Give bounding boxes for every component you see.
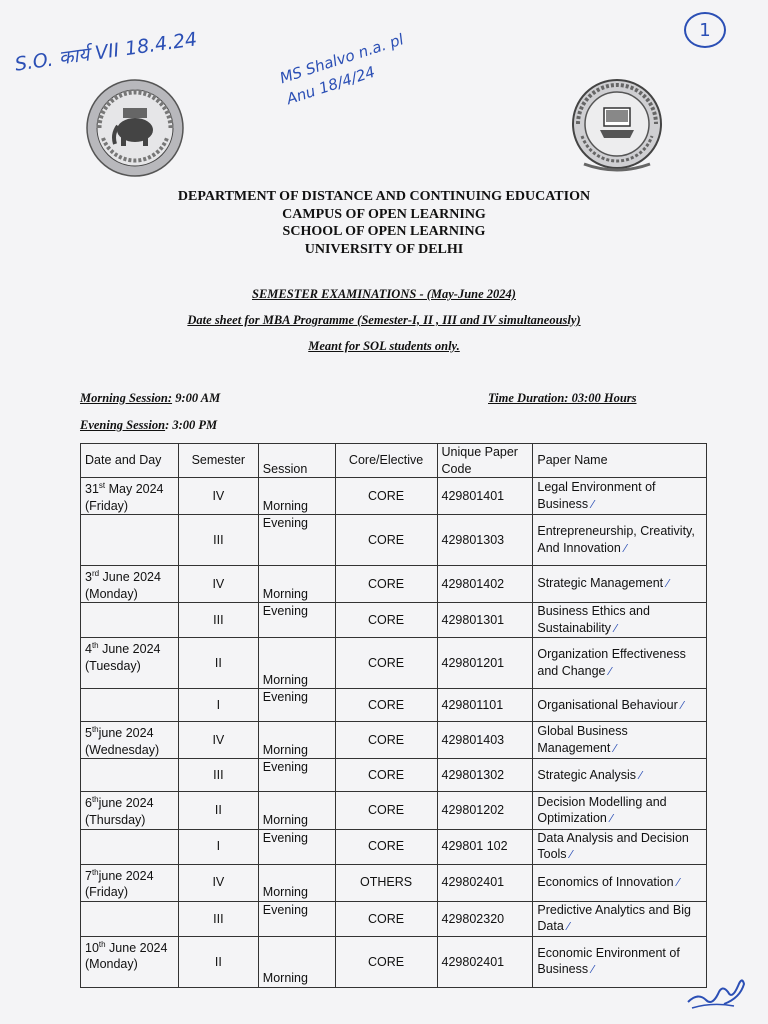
date-day: 31 (85, 482, 99, 497)
cell-session: Morning (258, 638, 335, 689)
check-mark-icon: ⁄ (588, 963, 594, 977)
cell-paper-code: 429801403 (437, 722, 533, 759)
cell-core-elective: CORE (335, 759, 437, 792)
cell-session: Morning (258, 864, 335, 901)
cell-core-elective: OTHERS (335, 864, 437, 901)
check-mark-icon: ⁄ (677, 698, 684, 712)
cell-semester: IV (178, 478, 258, 515)
signature-icon (684, 966, 748, 1014)
cell-core-elective: CORE (335, 936, 437, 987)
cell-date (81, 792, 179, 829)
cell-date (81, 515, 179, 566)
paper-name: Strategic Analysis (537, 767, 637, 782)
header-semester: Semester (178, 444, 258, 478)
paper-name: Data Analysis and Decision Tools (537, 830, 689, 862)
cell-paper-name (533, 936, 707, 987)
cell-semester: III (178, 515, 258, 566)
table-row (81, 689, 707, 722)
date-suffix: th (91, 867, 99, 877)
time-duration: Time Duration: 03:00 Hours (488, 391, 637, 405)
check-mark-icon: ⁄ (620, 541, 627, 555)
cell-paper-name (533, 478, 707, 515)
check-mark-icon: ⁄ (605, 664, 611, 678)
programme-title: Date sheet for MBA Programme (Semester-I, II , III and IV simultaneously) (187, 313, 581, 327)
date-rest: June 2024 (Monday) (85, 940, 168, 972)
paper-name: Organization Effectiveness and Change (537, 647, 686, 678)
cell-semester: III (178, 603, 258, 638)
cell-core-elective: CORE (335, 829, 437, 864)
morning-session (80, 391, 220, 406)
cell-semester: IV (178, 566, 258, 603)
date-suffix: th (91, 725, 99, 735)
check-mark-icon: ⁄ (566, 848, 572, 862)
cell-paper-code: 429801201 (437, 638, 533, 689)
check-mark-icon: ⁄ (611, 621, 617, 635)
evening-session-label: Evening Session (80, 418, 166, 432)
header-session: Session (258, 444, 335, 478)
cell-paper-code: 429802320 (437, 901, 533, 936)
cell-semester: I (178, 829, 258, 864)
date-rest: june 2024 (Friday) (85, 868, 154, 900)
cell-date (81, 722, 179, 759)
cell-date (81, 901, 179, 936)
cell-core-elective: CORE (335, 603, 437, 638)
table-row (81, 722, 707, 759)
cell-paper-name (533, 759, 707, 792)
cell-date (81, 566, 179, 603)
cell-semester: II (178, 936, 258, 987)
evening-session-time: : 3:00 PM (165, 418, 218, 432)
paper-name: Decision Modelling and Optimization (537, 794, 667, 826)
cell-paper-name (533, 689, 707, 722)
table-row (81, 478, 707, 515)
cell-date (81, 638, 179, 689)
header-date: Date and Day (81, 444, 179, 478)
paper-name: Economic Environment of Business (537, 945, 680, 977)
header-core-elective: Core/Elective (335, 444, 437, 478)
paper-name: Entrepreneurship, Creativity, And Innovation (537, 524, 695, 555)
cell-session: Evening (258, 603, 335, 638)
date-rest: June 2024 (Tuesday) (85, 642, 161, 673)
header-paper-name: Paper Name (533, 444, 707, 478)
cell-date (81, 864, 179, 901)
cell-paper-code: 429801 102 (437, 829, 533, 864)
check-mark-icon: ⁄ (673, 875, 679, 889)
paper-name: Organisational Behaviour (537, 697, 678, 712)
cell-semester: IV (178, 864, 258, 901)
cell-paper-name (533, 901, 707, 936)
cell-core-elective: CORE (335, 638, 437, 689)
handwritten-note-top-left: S.O. कार्य VII 18.4.24 (13, 28, 199, 76)
date-day: 4 (85, 642, 92, 657)
cell-session: Morning (258, 478, 335, 515)
cell-date (81, 689, 179, 722)
check-mark-icon: ⁄ (563, 920, 570, 934)
date-rest: june 2024 (Thursday) (85, 796, 154, 828)
audience-note: Meant for SOL students only. (308, 339, 460, 353)
date-suffix: th (98, 939, 106, 949)
cell-paper-code: 429801303 (437, 515, 533, 566)
cell-semester: III (178, 759, 258, 792)
cell-session: Evening (258, 689, 335, 722)
date-suffix: st (98, 481, 106, 490)
table-row (81, 603, 707, 638)
exam-title: SEMESTER EXAMINATIONS - (May-June 2024) (252, 287, 516, 301)
morning-session-label: Morning Session: (80, 391, 173, 405)
morning-session-time: 9:00 AM (172, 391, 221, 405)
cell-date (81, 603, 179, 638)
cell-core-elective: CORE (335, 722, 437, 759)
datesheet-table (80, 443, 707, 988)
cell-session: Evening (258, 759, 335, 792)
cell-paper-name (533, 638, 707, 689)
cell-session: Evening (258, 515, 335, 566)
cell-paper-code: 429801402 (437, 566, 533, 603)
header-campus: CAMPUS OF OPEN LEARNING (282, 206, 486, 222)
cell-paper-name (533, 792, 707, 829)
cell-date (81, 829, 179, 864)
cell-paper-name (533, 603, 707, 638)
date-suffix: rd (91, 569, 100, 579)
cell-core-elective: CORE (335, 792, 437, 829)
check-mark-icon: ⁄ (588, 497, 594, 511)
cell-date (81, 936, 179, 987)
evening-session (80, 418, 217, 433)
date-day: 6 (85, 796, 92, 811)
cell-core-elective: CORE (335, 689, 437, 722)
table-header-row (81, 444, 707, 478)
cell-semester: II (178, 638, 258, 689)
cell-paper-name (533, 566, 707, 603)
cell-semester: IV (178, 722, 258, 759)
cell-paper-name (533, 515, 707, 566)
sol-seal-icon (562, 72, 672, 182)
paper-name: Global Business Management (537, 724, 628, 755)
cell-paper-code: 429801401 (437, 478, 533, 515)
table-row (81, 829, 707, 864)
date-day: 5 (85, 726, 92, 741)
handwritten-note-top-center: MS Shalvo n.a. pl Anu 18/4/24 (277, 30, 406, 109)
cell-core-elective: CORE (335, 566, 437, 603)
page-number: 1 (684, 12, 726, 48)
date-day: 10 (85, 940, 99, 955)
table-row (81, 936, 707, 987)
cell-core-elective: CORE (335, 515, 437, 566)
cell-session: Evening (258, 901, 335, 936)
table-row (81, 566, 707, 603)
cell-paper-code: 429801202 (437, 792, 533, 829)
header-paper-code: Unique Paper Code (437, 444, 533, 478)
cell-paper-code: 429801101 (437, 689, 533, 722)
date-rest: june 2024 (Wednesday) (85, 726, 160, 757)
paper-name: Strategic Management (537, 576, 664, 591)
cell-core-elective: CORE (335, 478, 437, 515)
check-mark-icon: ⁄ (606, 812, 613, 826)
header-university: UNIVERSITY OF DELHI (304, 241, 464, 257)
cell-semester: I (178, 689, 258, 722)
document-header (0, 188, 768, 258)
cell-session: Morning (258, 792, 335, 829)
header-department: DEPARTMENT OF DISTANCE AND CONTINUING EDUCATION (177, 189, 591, 204)
cell-date (81, 759, 179, 792)
cell-semester: II (178, 792, 258, 829)
university-seal-icon (85, 78, 185, 178)
table-row (81, 759, 707, 792)
cell-paper-code: 429802401 (437, 936, 533, 987)
table-row (81, 638, 707, 689)
date-rest: June 2024 (Monday) (85, 570, 161, 601)
check-mark-icon: ⁄ (663, 577, 669, 591)
date-suffix: th (91, 641, 99, 651)
cell-paper-code: 429802401 (437, 864, 533, 901)
table-row (81, 864, 707, 901)
table-row (81, 901, 707, 936)
cell-session: Morning (258, 566, 335, 603)
cell-session: Morning (258, 936, 335, 987)
cell-paper-name (533, 829, 707, 864)
paper-name: Legal Environment of Business (537, 480, 656, 511)
cell-session: Morning (258, 722, 335, 759)
cell-semester: III (178, 901, 258, 936)
table-body (81, 478, 707, 988)
cell-paper-name (533, 722, 707, 759)
cell-core-elective: CORE (335, 901, 437, 936)
date-suffix: th (91, 795, 99, 805)
table-row (81, 792, 707, 829)
cell-paper-code: 429801301 (437, 603, 533, 638)
header-school: SCHOOL OF OPEN LEARNING (282, 224, 486, 239)
cell-paper-code: 429801302 (437, 759, 533, 792)
cell-session: Evening (258, 829, 335, 864)
cell-paper-name (533, 864, 707, 901)
date-day: 3 (85, 570, 92, 585)
paper-name: Business Ethics and Sustainability (537, 604, 650, 635)
table-row (81, 515, 707, 566)
date-day: 7 (85, 868, 92, 883)
date-rest: May 2024 (Friday) (85, 482, 164, 513)
paper-name: Economics of Innovation (537, 874, 674, 889)
check-mark-icon: ⁄ (610, 741, 616, 755)
paper-name: Predictive Analytics and Big Data (537, 902, 691, 934)
check-mark-icon: ⁄ (636, 768, 642, 782)
cell-date (81, 478, 179, 515)
